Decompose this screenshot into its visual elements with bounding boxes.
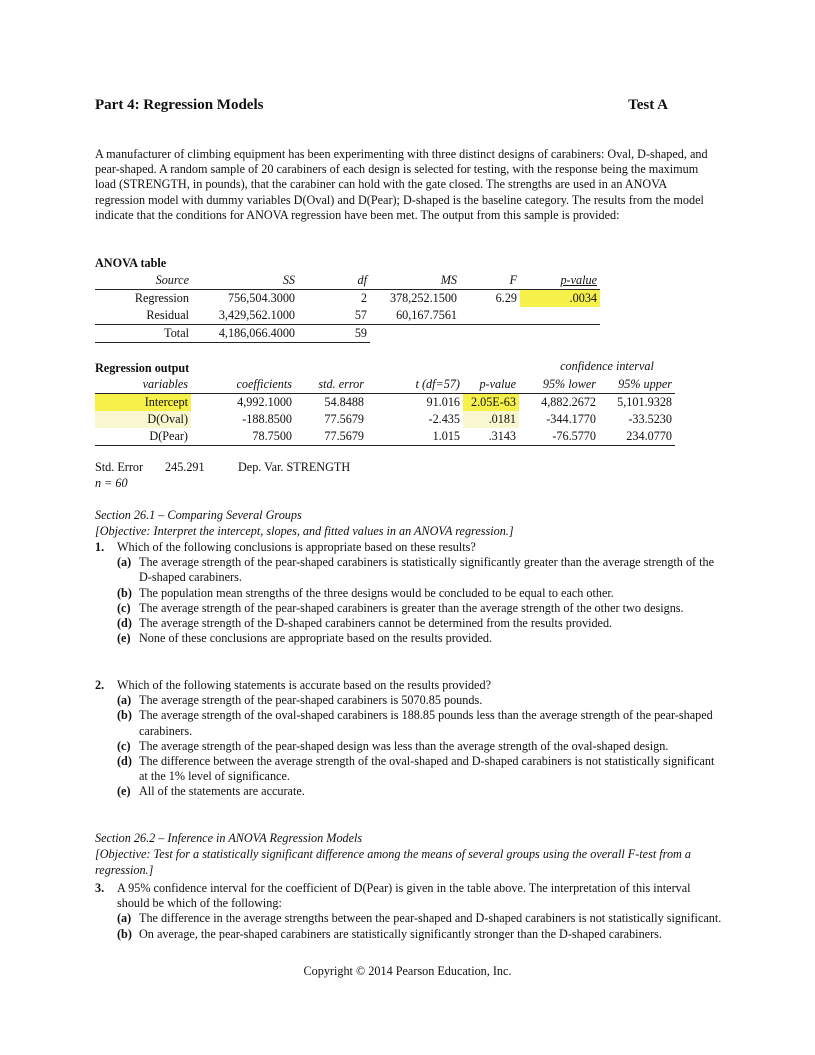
answer-option <box>117 739 725 754</box>
question-number: 3. <box>95 881 105 895</box>
option-text: The average strength of the pear-shaped carabiners is greater than the average strength of the other two designs. <box>139 600 684 615</box>
answer-option <box>117 708 725 738</box>
answer-option <box>117 754 725 784</box>
anova-header-row <box>95 272 600 290</box>
option-label: (b) <box>117 708 132 723</box>
question-1 <box>95 540 725 646</box>
reg-header-upper: 95% upper <box>599 376 675 394</box>
reg-cell: .0181 <box>463 411 519 428</box>
reg-cell: 1.015 <box>367 428 463 446</box>
anova-table <box>95 272 600 343</box>
anova-cell: 2 <box>360 291 367 305</box>
test-label: Test A <box>628 97 668 113</box>
reg-cell: 4,882.2672 <box>541 395 596 409</box>
option-label: (c) <box>117 738 131 753</box>
question-text: Which of the following statements is accurate based on the results provided? <box>117 678 491 692</box>
reg-header-se: std. error <box>295 376 367 394</box>
anova-cell: 3,429,562.1000 <box>192 307 298 325</box>
anova-header-f: F <box>460 272 520 290</box>
option-text: All of the statements are accurate. <box>139 784 305 799</box>
option-label: (c) <box>117 600 131 615</box>
option-label: (e) <box>117 631 131 646</box>
question-2 <box>95 678 725 800</box>
answer-option <box>117 693 725 708</box>
option-text: The difference in the average strengths between the pear-shaped and D-shaped carabiners is not statistically significant. <box>139 911 722 926</box>
anova-cell <box>520 307 600 325</box>
reg-cell-pvalue-highlighted: 2.05E-63 <box>463 394 519 412</box>
option-text: The average strength of the pear-shaped design was less than the average strength of the oval-shaped design. <box>139 738 669 753</box>
model-stats <box>95 459 350 491</box>
option-text: The population mean strengths of the three designs would be concluded to be equal to each other. <box>139 585 614 600</box>
option-label: (b) <box>117 585 132 600</box>
anova-cell: 6.29 <box>495 291 517 305</box>
option-text: The average strength of the D-shaped carabiners cannot be determined from the results provided. <box>139 616 613 631</box>
anova-cell: 57 <box>298 307 370 325</box>
anova-row <box>95 307 600 325</box>
answer-option <box>117 784 725 799</box>
anova-title: ANOVA table <box>95 256 167 270</box>
intro-paragraph: A manufacturer of climbing equipment has been experimenting with three distinct designs of carabiners: Oval, D-shaped, and pear-shaped. A random sample of 20 carabiners of each design is selected for testing, with the response being the maximum load (STRENGTH, in pounds), that the carabiner can hold with the gate closed. The strengths are used in an ANOVA regression model with dummy variables D(Oval) and D(Pear); D-shaped is the baseline category. The results from the model indicate that the conditions for ANOVA regression have been met. The output from this sample is provided: <box>95 147 708 222</box>
anova-cell <box>520 325 600 343</box>
anova-cell-pvalue-highlighted: .0034 <box>520 290 600 308</box>
reg-cell: 234.0770 <box>599 428 675 446</box>
reg-cell: 78.7500 <box>191 428 295 446</box>
reg-cell: 77.5679 <box>324 412 364 426</box>
page-title: Part 4: Regression Models <box>95 97 264 113</box>
reg-cell: 91.016 <box>426 395 460 409</box>
option-text: None of these conclusions are appropriate based on the results provided. <box>139 631 492 646</box>
anova-row <box>95 325 600 343</box>
answer-option <box>117 616 725 631</box>
regression-header-row <box>95 376 675 394</box>
anova-header-pvalue: p-value <box>520 272 600 290</box>
anova-cell: 60,167.7561 <box>370 307 460 325</box>
anova-cell: 756,504.3000 <box>227 291 295 305</box>
answer-option <box>117 927 725 942</box>
option-text: The average strength of the oval-shaped carabiners is 188.85 pounds less than the average strength of the pear-shaped carabiners. <box>139 708 713 738</box>
copyright-footer: Copyright © 2014 Pearson Education, Inc. <box>303 964 512 978</box>
answer-option <box>117 555 725 585</box>
section-objective: [Objective: Interpret the intercept, slopes, and fitted values in an ANOVA regression.] <box>95 524 514 538</box>
anova-cell: Residual <box>95 307 192 325</box>
reg-header-pvalue: p-value <box>463 376 519 394</box>
anova-cell: Regression <box>134 291 189 305</box>
reg-cell: -33.5230 <box>628 412 672 426</box>
confidence-interval-label: confidence interval <box>560 359 654 373</box>
regression-row <box>95 394 675 412</box>
anova-cell: 4,186,066.4000 <box>192 325 298 343</box>
answer-option <box>117 601 725 616</box>
std-error-label: Std. Error <box>95 460 144 474</box>
option-text: On average, the pear-shaped carabiners are statistically significantly stronger than the D-shaped carabiners. <box>139 926 662 941</box>
question-number: 2. <box>95 678 105 692</box>
page-header <box>95 97 668 117</box>
reg-cell: D(Pear) <box>95 428 191 446</box>
option-text: The average strength of the pear-shaped carabiners is statistically significantly greater than the average strength of the D-shaped carabiners. <box>139 555 715 585</box>
reg-cell: 54.8488 <box>324 395 364 409</box>
regression-row <box>95 428 675 446</box>
answer-option <box>117 586 725 601</box>
reg-cell: -2.435 <box>428 412 460 426</box>
reg-cell: .3143 <box>463 428 519 446</box>
reg-cell: 5,101.9328 <box>617 395 672 409</box>
anova-row <box>95 290 600 308</box>
answer-option <box>117 631 725 646</box>
anova-header-source: Source <box>95 272 192 290</box>
option-label: (a) <box>117 555 132 570</box>
anova-header-df: df <box>298 272 370 290</box>
anova-cell: 378,252.1500 <box>389 291 457 305</box>
anova-cell <box>370 325 460 343</box>
regression-row <box>95 411 675 428</box>
anova-cell: 59 <box>298 325 370 343</box>
reg-cell: -188.8500 <box>242 412 292 426</box>
reg-header-t: t (df=57) <box>367 376 463 394</box>
option-label: (a) <box>117 911 132 926</box>
reg-cell: -76.5770 <box>519 428 599 446</box>
reg-cell: -344.1770 <box>546 412 596 426</box>
regression-title: Regression output <box>95 361 190 375</box>
section-title: Section 26.1 – Comparing Several Groups <box>95 508 302 522</box>
option-label: (d) <box>117 616 132 631</box>
question-number: 1. <box>95 540 105 554</box>
option-label: (e) <box>117 784 131 799</box>
question-text: A 95% confidence interval for the coefficient of D(Pear) is given in the table above. The interpretation of this interval should be which of the following: <box>117 881 691 911</box>
option-text: The difference between the average strength of the oval-shaped and D-shaped carabiners is not statistically significant at the 1% level of significance. <box>139 754 715 784</box>
anova-cell: Total <box>95 325 192 343</box>
answer-option <box>117 911 725 926</box>
reg-cell: 77.5679 <box>295 428 367 446</box>
std-error-value: 245.291 <box>165 460 205 474</box>
anova-header-ms: MS <box>370 272 460 290</box>
section-26-1 <box>95 507 720 539</box>
reg-cell-intercept-highlighted: Intercept <box>95 394 191 412</box>
reg-cell: 4,992.1000 <box>237 395 292 409</box>
section-title: Section 26.2 – Inference in ANOVA Regression Models <box>95 831 363 845</box>
reg-header-variables: variables <box>95 376 191 394</box>
question-text: Which of the following conclusions is appropriate based on these results? <box>117 540 476 554</box>
anova-cell <box>460 325 520 343</box>
section-26-2 <box>95 830 720 878</box>
anova-cell <box>460 307 520 325</box>
reg-cell: D(Oval) <box>95 411 191 428</box>
reg-header-coef: coefficients <box>191 376 295 394</box>
sample-size: n = 60 <box>95 476 128 490</box>
dep-var: Dep. Var. STRENGTH <box>238 460 351 474</box>
section-objective: [Objective: Test for a statistically significant difference among the means of several groups using the overall F-test from a regression.] <box>95 847 691 877</box>
option-label: (a) <box>117 693 132 708</box>
option-label: (b) <box>117 926 132 941</box>
anova-header-ss: SS <box>192 272 298 290</box>
regression-table <box>95 376 675 446</box>
question-3 <box>95 881 725 942</box>
option-text: The average strength of the pear-shaped carabiners is 5070.85 pounds. <box>139 693 483 708</box>
reg-header-lower: 95% lower <box>519 376 599 394</box>
option-label: (d) <box>117 754 132 769</box>
